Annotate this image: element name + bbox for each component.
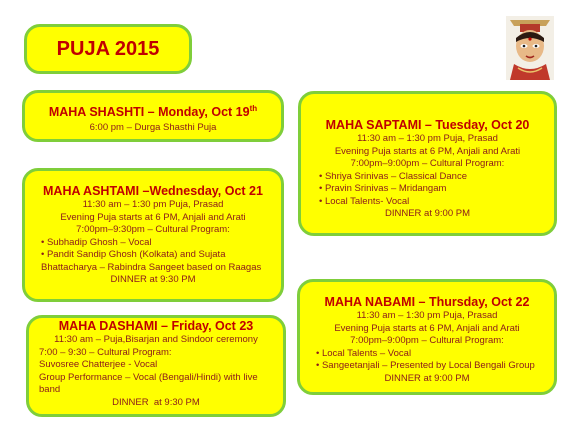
shashti-header: MAHA SHASHTI – Monday, Oct 19th bbox=[48, 104, 258, 120]
nabami-dinner: DINNER at 9:00 PM bbox=[384, 372, 470, 384]
list-item: • Local Talents- Vocal bbox=[319, 196, 544, 209]
dashami-line-4: Group Performance – Vocal (Bengali/Hindi) with live band bbox=[39, 371, 258, 395]
saptami-line-2: Evening Puja starts at 6 PM, Anjali and Arati bbox=[334, 145, 521, 157]
saptami-line-1: 11:30 am – 1:30 pm Puja, Prasad bbox=[357, 133, 498, 144]
title-box bbox=[24, 24, 192, 74]
nabami-header: MAHA NABAMI – Thursday, Oct 22 bbox=[324, 295, 530, 309]
ashtami-box bbox=[22, 168, 284, 302]
list-item: • Pandit Sandip Ghosh (Kolkata) and Sujata Bhattacharya – Rabindra Sangeet based on Raagas bbox=[41, 249, 273, 274]
durga-face-icon bbox=[506, 16, 554, 80]
dashami-line-2: 7:00 – 9:30 – Cultural Program: bbox=[39, 346, 172, 358]
dashami-line-3: Suvosree Chatterjee - Vocal bbox=[39, 359, 158, 370]
dashami-dinner: DINNER at 9:30 PM bbox=[112, 396, 200, 408]
saptami-box bbox=[298, 91, 557, 236]
saptami-header: MAHA SAPTAMI – Tuesday, Oct 20 bbox=[325, 118, 530, 132]
dashami-box bbox=[26, 315, 286, 417]
shashti-box bbox=[22, 90, 284, 142]
list-item: • Pravin Srinivas – Mridangam bbox=[319, 183, 544, 196]
nabami-line-3: 7:00pm–9:00pm – Cultural Program: bbox=[350, 335, 504, 346]
saptami-program-list bbox=[311, 171, 544, 209]
ashtami-program-list bbox=[33, 237, 273, 275]
list-item: • Subhadip Ghosh – Vocal bbox=[41, 237, 273, 250]
ashtami-line-1: 11:30 am – 1:30 pm Puja, Prasad bbox=[82, 199, 224, 210]
list-item: • Sangeetanjali – Presented by Local Bengali Group bbox=[316, 360, 546, 373]
ashtami-line-3: 7:00pm–9:30pm – Cultural Program: bbox=[76, 224, 230, 235]
shashti-line: 6:00 pm – Durga Shasthi Puja bbox=[89, 122, 217, 134]
nabami-line-1: 11:30 am – 1:30 pm Puja, Prasad bbox=[356, 310, 498, 321]
nabami-box bbox=[297, 279, 557, 395]
nabami-line-2: Evening Puja starts at 6 PM, Anjali and Arati bbox=[334, 322, 520, 334]
list-item: • Shriya Srinivas – Classical Dance bbox=[319, 171, 544, 184]
nabami-program-list bbox=[308, 348, 546, 373]
saptami-line-3: 7:00pm–9:00pm – Cultural Program: bbox=[350, 158, 505, 169]
page-title: PUJA 2015 bbox=[56, 37, 160, 60]
ashtami-line-2: Evening Puja starts at 6 PM, Anjali and Arati bbox=[60, 211, 246, 223]
dashami-header: MAHA DASHAMI – Friday, Oct 23 bbox=[58, 319, 254, 333]
saptami-dinner: DINNER at 9:00 PM bbox=[385, 208, 470, 219]
ashtami-dinner: DINNER at 9:30 PM bbox=[110, 274, 196, 285]
dashami-line-1: 11:30 am – Puja,Bisarjan and Sindoor ceremony bbox=[54, 334, 258, 345]
list-item: • Local Talents – Vocal bbox=[316, 348, 546, 361]
ashtami-header: MAHA ASHTAMI –Wednesday, Oct 21 bbox=[43, 184, 263, 198]
